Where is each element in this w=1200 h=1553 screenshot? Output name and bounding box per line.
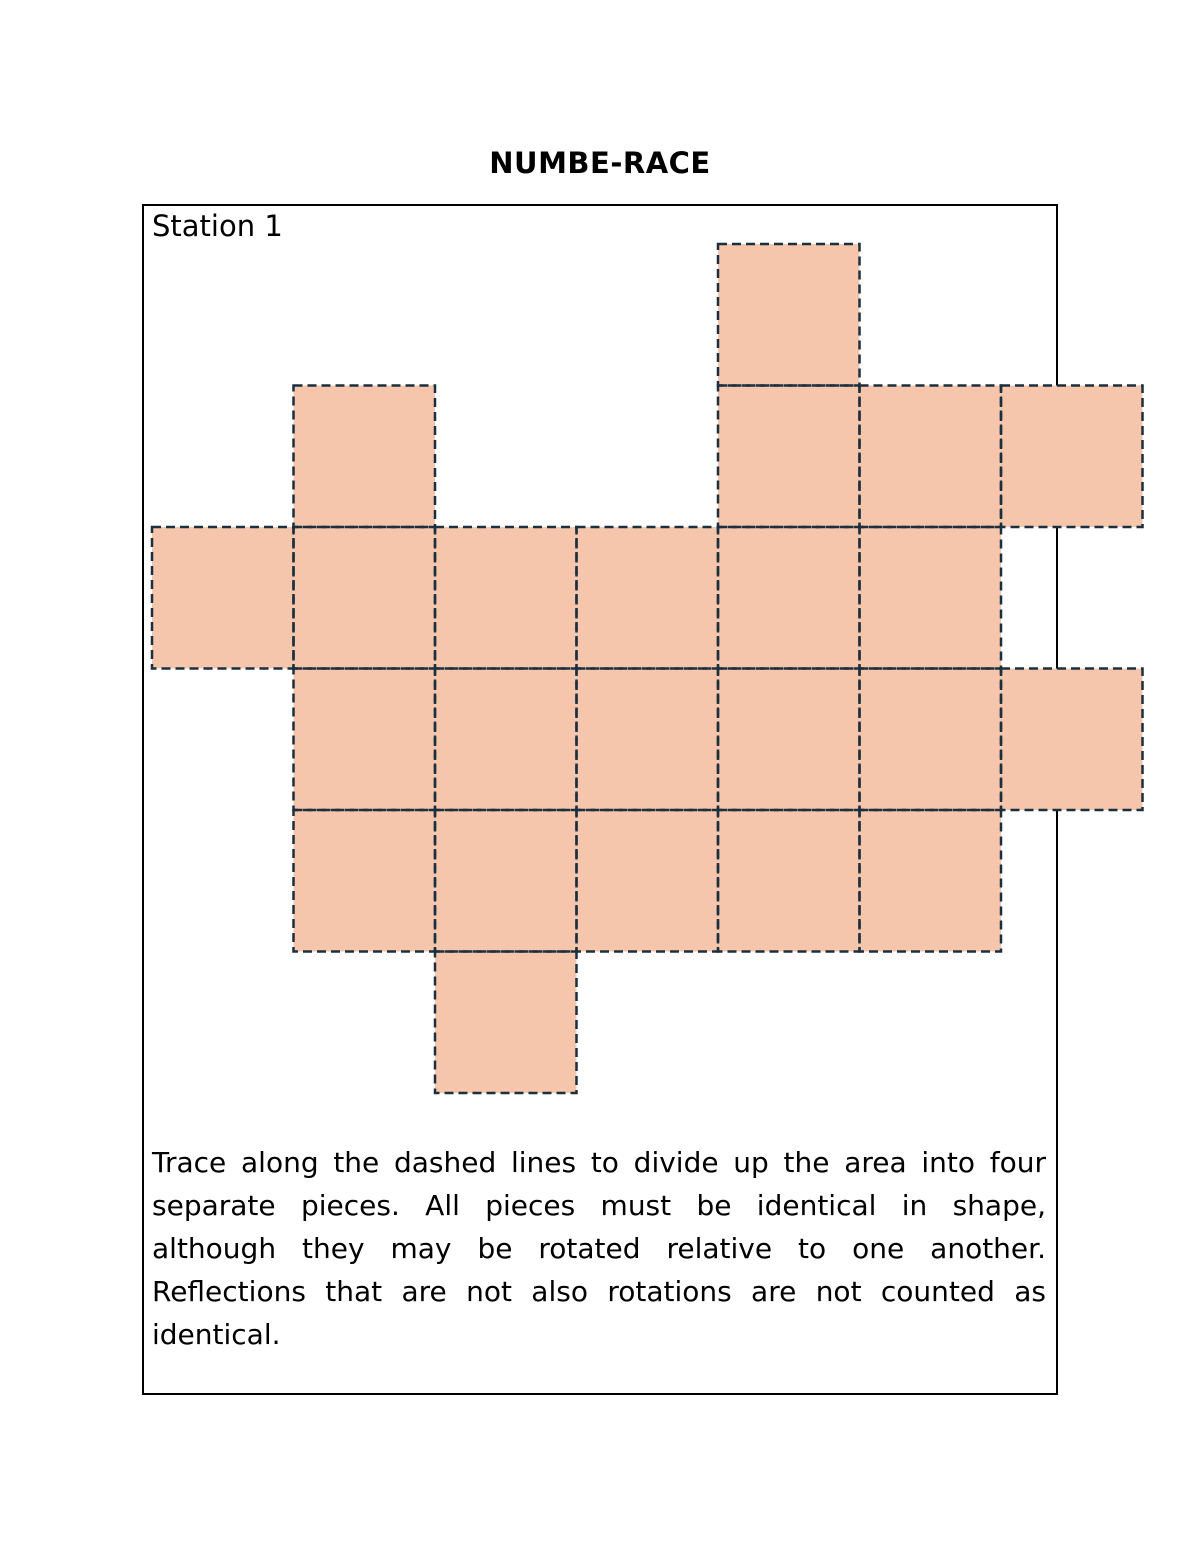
grid-cell — [435, 810, 577, 952]
page-title: NUMBE-RACE — [489, 146, 711, 180]
grid-cell — [860, 810, 1002, 952]
grid-cell — [435, 527, 577, 669]
grid-cell — [294, 386, 436, 528]
grid-cell — [294, 669, 436, 811]
grid-cell — [152, 527, 294, 669]
grid-cell — [294, 527, 436, 669]
grid-cell — [294, 810, 436, 952]
grid-cell — [718, 527, 860, 669]
grid-cell — [860, 386, 1002, 528]
grid-cell — [718, 810, 860, 952]
grid-cell — [435, 952, 577, 1094]
grid-cell — [577, 527, 719, 669]
grid-cell — [1001, 386, 1143, 528]
station-label: Station 1 — [152, 209, 283, 243]
grid-cell — [718, 244, 860, 386]
grid-cell — [718, 669, 860, 811]
instructions-text: Trace along the dashed lines to divide up the area into four separate pieces. All pieces must be identical in shape, although they may be rotated relative to one another. Reflections that are not also rotations are not counted as identical. — [152, 1146, 1046, 1351]
grid-cell — [860, 669, 1002, 811]
grid-cell — [435, 669, 577, 811]
grid-cell — [1001, 669, 1143, 811]
grid-cell — [718, 386, 860, 528]
grid-cell — [577, 669, 719, 811]
grid-cell — [860, 527, 1002, 669]
grid-cell — [577, 810, 719, 952]
